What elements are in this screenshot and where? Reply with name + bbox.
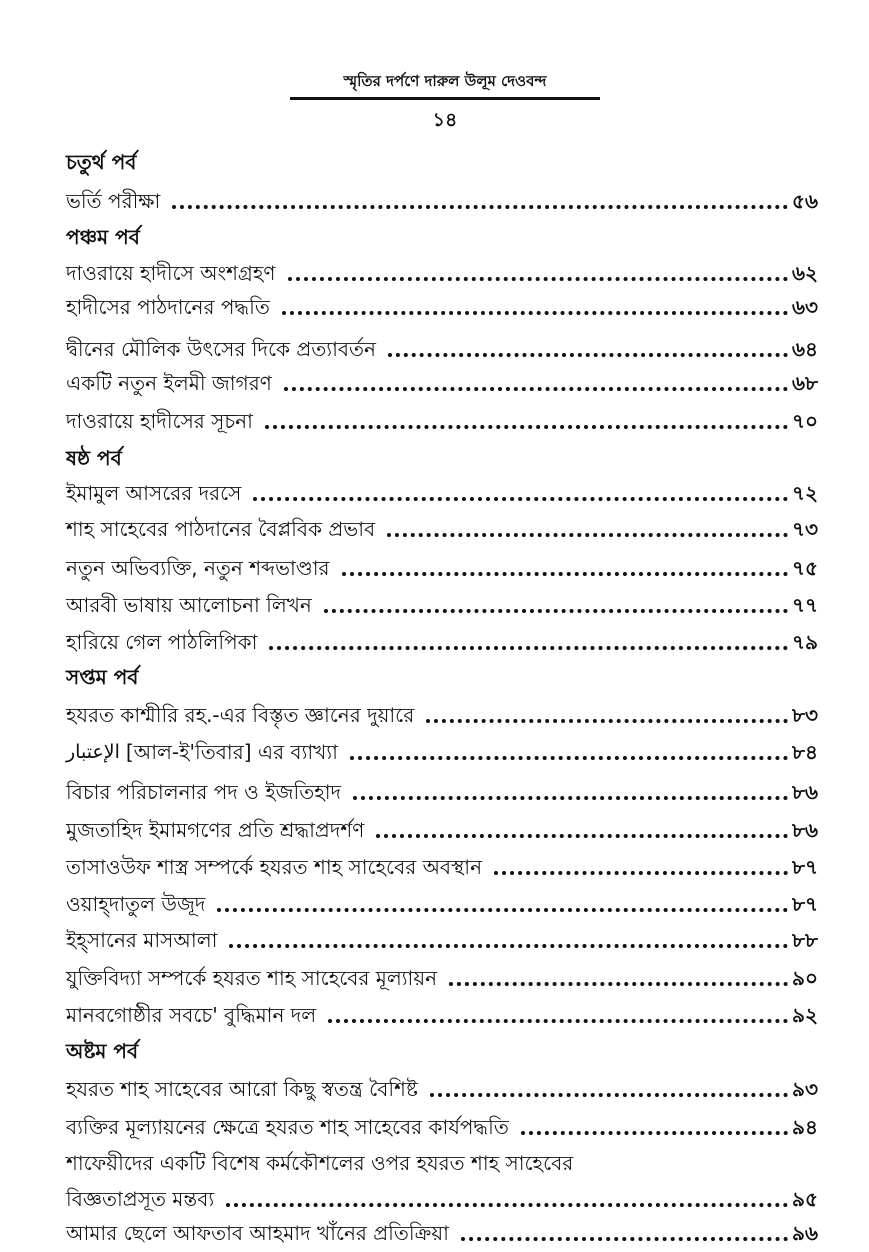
- toc-entry-title: হযরত শাহ সাহেবের আরো কিছু স্বতন্ত্র বৈশিষ্ট: [66, 1077, 418, 1101]
- toc-entry-page: ৯০: [792, 966, 818, 990]
- toc-entry-title: একটি নতুন ইলমী জাগরণ: [66, 371, 272, 395]
- dot-leader: [226, 1203, 788, 1207]
- dot-leader: [376, 834, 788, 838]
- toc-entry-page: ৭৯: [792, 630, 818, 654]
- dot-leader: [282, 311, 788, 315]
- toc-entry: [66, 1000, 818, 1030]
- toc-entry-page: ৯২: [792, 1003, 818, 1027]
- header-rule: [290, 97, 600, 100]
- toc-entry: [66, 292, 818, 322]
- toc-entry: [66, 700, 818, 730]
- toc-entry: [66, 186, 818, 216]
- toc-entry-page: ৮৩: [792, 703, 818, 727]
- toc-entry-title: ইমামুল আসরের দরসে: [66, 481, 242, 505]
- toc-entry-title: তাসাওউফ শাস্ত্র সম্পর্কে হযরত শাহ সাহেবের অবস্থান: [66, 855, 483, 879]
- toc-entry: [66, 627, 818, 657]
- toc-entry-page: ৭৫: [792, 556, 818, 580]
- toc-entry-title: দাওরায়ে হাদীসের সূচনা: [66, 409, 253, 433]
- dot-leader: [387, 533, 788, 537]
- dot-leader: [449, 982, 788, 986]
- section-heading: চতুর্থ পর্ব: [66, 150, 137, 174]
- toc-entry-title: যুক্তিবিদ্যা সম্পর্কে হযরত শাহ সাহেবের মূল্যায়ন: [66, 966, 438, 990]
- dot-leader: [284, 387, 788, 391]
- toc-entry-page: ৮৮: [792, 928, 818, 952]
- toc-entry-page: ৯৩: [792, 1077, 818, 1101]
- toc-entry-title: দ্বীনের মৌলিক উৎসের দিকে প্রত্যাবর্তন: [66, 337, 376, 361]
- section-heading: পঞ্চম পর্ব: [66, 225, 140, 249]
- dot-leader: [253, 497, 788, 501]
- dot-leader: [494, 871, 788, 875]
- toc-entry-page: ৮৭: [792, 892, 818, 916]
- toc-entry-page: ৬৪: [792, 337, 818, 361]
- toc-entry-page: ৭৩: [791, 517, 818, 541]
- dot-leader: [265, 425, 788, 429]
- toc-entry-title: হাদীসের পাঠদানের পদ্ধতি: [66, 295, 270, 319]
- toc-entry-title: নতুন অভিব্যক্তি, নতুন শব্দভাণ্ডার: [66, 556, 330, 580]
- dot-leader: [461, 1237, 788, 1241]
- toc-entry-title: বিজ্ঞতাপ্রসূত মন্তব্য: [66, 1187, 215, 1211]
- toc-entry-page: ৭৭: [791, 593, 818, 617]
- toc-entry: [66, 1218, 818, 1248]
- toc-entry-title: ওয়াহ্‌দাতুল উজূদ: [66, 892, 206, 916]
- toc-entry-page: ৯৬: [792, 1221, 818, 1245]
- toc-entry: [66, 1184, 818, 1214]
- dot-leader: [269, 646, 788, 650]
- toc-entry-page: ৭২: [791, 481, 818, 505]
- toc-entry: [66, 406, 818, 436]
- toc-entry: [66, 1074, 818, 1104]
- dot-leader: [521, 1131, 788, 1135]
- toc-entry: [66, 737, 818, 767]
- section-heading: অষ্টম পর্ব: [66, 1039, 139, 1063]
- toc-entry-title: আরবী ভাষায় আলোচনা লিখন: [66, 593, 312, 617]
- toc-entry: [66, 1112, 818, 1142]
- toc-entry-title: ইহ্‌সানের মাসআলা: [66, 928, 218, 952]
- dot-leader: [430, 1093, 788, 1097]
- toc-entry-page: ৬৮: [792, 371, 818, 395]
- toc-entry: [66, 258, 818, 288]
- toc-entry: [66, 963, 818, 993]
- toc-entry-title: মুজতাহিদ ইমামগণের প্রতি শ্রদ্ধাপ্রদর্শণ: [66, 818, 365, 842]
- toc-entry: [66, 368, 818, 398]
- toc-entry-page: ৮৪: [792, 740, 818, 764]
- toc-entry-title: [আল-ই'তিবার] এর ব্যাখ্যা: [125, 740, 338, 764]
- toc-entry: [66, 590, 818, 620]
- toc-entry-title: হারিয়ে গেল পাঠলিপিকা: [66, 630, 258, 654]
- toc-entry-page: ৮৬: [792, 818, 818, 842]
- toc-entry: [66, 889, 818, 919]
- toc-entry-page: ৯৪: [792, 1115, 818, 1139]
- section-heading: সপ্তম পর্ব: [66, 665, 139, 689]
- dot-leader: [288, 277, 788, 281]
- toc-entry: [66, 815, 818, 845]
- toc-entry-continued-line: শাফেয়ীদের একটি বিশেষ কর্মকৌশলের ওপর হযরত শাহ সাহেবের: [66, 1151, 574, 1175]
- toc-entry-page: ৮৭: [792, 855, 818, 879]
- toc-entry: [66, 334, 818, 364]
- dot-leader: [217, 908, 788, 912]
- toc-entry-page: ৭০: [791, 409, 818, 433]
- toc-entry-title: ব্যক্তির মূল্যায়নের ক্ষেত্রে হযরত শাহ সাহেবের কার্যপদ্ধতি: [66, 1115, 509, 1139]
- toc-entry-page: ৬২: [791, 261, 818, 285]
- dot-leader: [172, 205, 788, 209]
- toc-entry-title: হযরত কাশ্মীরি রহ.-এর বিস্তৃত জ্ঞানের দুয়ারে: [66, 703, 415, 727]
- toc-entry-title: মানবগোষ্ঠীর সবচে' বুদ্ধিমান দল: [66, 1003, 317, 1027]
- arabic-term: الإعتبار: [66, 741, 120, 763]
- dot-leader: [426, 719, 788, 723]
- toc-entry: [66, 553, 818, 583]
- toc-entry-title: ভর্তি পরীক্ষা: [66, 189, 161, 213]
- toc-entry: [66, 514, 818, 544]
- toc-entry-title: বিচার পরিচালনার পদ ও ইজতিহাদ: [66, 780, 342, 804]
- toc-entry-title: শাহ সাহেবের পাঠদানের বৈপ্লবিক প্রভাব: [66, 517, 376, 541]
- dot-leader: [388, 353, 788, 357]
- running-header-title: স্মৃতির দর্পণে দারুল উলূম দেওবন্দ: [343, 72, 547, 90]
- toc-entry-title: আমার ছেলে আফতাব আহমাদ খাঁনের প্রতিক্রিয়া: [66, 1221, 449, 1245]
- toc-entry-page: ৫৬: [792, 189, 818, 213]
- toc-entry-page: ৬৩: [791, 295, 818, 319]
- toc-entry: [66, 852, 818, 882]
- toc-entry-page: ৮৬: [792, 780, 818, 804]
- dot-leader: [229, 944, 788, 948]
- dot-leader: [353, 796, 788, 800]
- toc-entry-page: ৯৫: [792, 1187, 818, 1211]
- dot-leader: [350, 756, 788, 760]
- toc-entry: [66, 478, 818, 508]
- dot-leader: [328, 1019, 788, 1023]
- section-heading: ষষ্ঠ পর্ব: [66, 446, 122, 470]
- toc-entry: [66, 925, 818, 955]
- toc-entry-title: দাওরায়ে হাদীসে অংশগ্রহণ: [66, 261, 276, 285]
- page-number: ১৪: [432, 109, 458, 131]
- dot-leader: [324, 609, 788, 613]
- dot-leader: [342, 572, 788, 576]
- toc-entry: [66, 777, 818, 807]
